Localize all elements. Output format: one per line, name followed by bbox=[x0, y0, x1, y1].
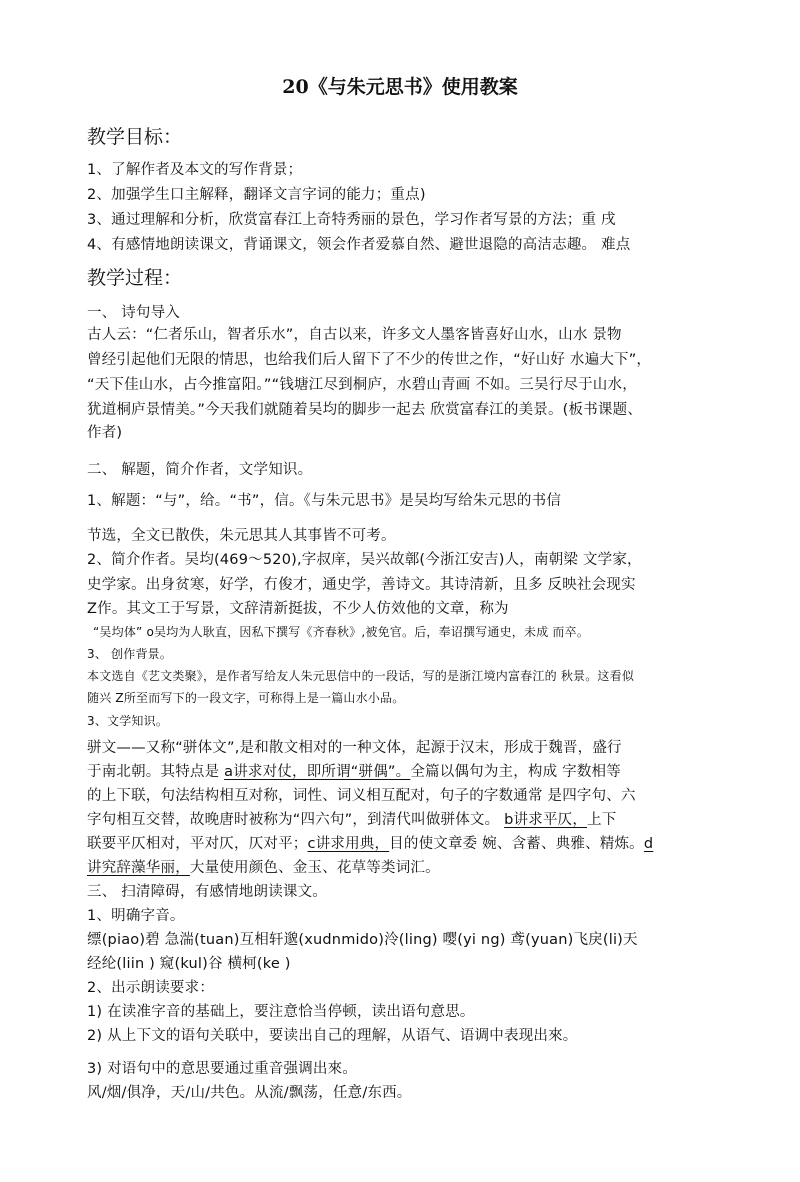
goal-3: 3、通过理解和分析，欣赏富春江上奇特秀丽的景色，学习作者写景的方法；重 戌 bbox=[87, 212, 616, 228]
paragraph-line: 曾经引起他们无限的情思，也给我们后人留下了不少的传世之作，“好山好 水遍大下”， bbox=[87, 352, 652, 368]
underlined-text: b讲求平仄， bbox=[504, 812, 588, 828]
underlined-text: d bbox=[643, 836, 654, 852]
paragraph-line: 节选，全文已散佚，朱元思其人其事皆不可考。 bbox=[87, 528, 396, 544]
paragraph-line: 2、简介作者。吴均(469～520),字叔庠，吴兴故鄣(今浙江安吉)人，南朝梁 文学家， bbox=[87, 552, 642, 568]
goal-4: 4、有感情地朗读课文，背诵课文，领会作者爱慕自然、避世退隐的高洁志趣。 难点 bbox=[87, 237, 631, 253]
text-run: 于南北朝。其特点是 bbox=[87, 764, 225, 780]
paragraph-line: 3、 创作背景。 bbox=[87, 647, 173, 661]
underlined-text: 讲究辞藻华丽， bbox=[87, 860, 190, 876]
paragraph-line: 随兴 Z所至而写下的一段文字，可称得上是一篇山水小品。 bbox=[87, 691, 405, 705]
text-run: 目的使文章委 婉、含蓄、典雅、精炼。 bbox=[389, 836, 644, 852]
goal-2: 2、加强学生口主解释，翻译文言字词的能力；重点) bbox=[87, 187, 426, 203]
paragraph-line: 3、文学知识。 bbox=[87, 714, 169, 728]
heading-teaching-goals: 教学目标： bbox=[87, 126, 183, 148]
paragraph-line bbox=[87, 808, 737, 829]
pronunciation-line: 经纶(liin ) 窥(kul)谷 横柯(ke ) bbox=[87, 956, 291, 972]
text-run: 大量使用颜色、金玉、花草等类词汇。 bbox=[189, 860, 440, 876]
paragraph-line: 1) 在读准字音的基础上，要注意恰当停顿，读出语句意思。 bbox=[87, 1004, 475, 1020]
paragraph-line: 犹道桐庐景情美。”今天我们就随着吴均的脚步一起去 欣赏富春江的美景。(板书课题、 bbox=[87, 402, 643, 418]
paragraph-line: 风/烟/俱净，天/山/共色。从流/飘荡，任意/东西。 bbox=[87, 1085, 412, 1101]
paragraph-line bbox=[87, 856, 737, 877]
paragraph-line: 的上下联，句法结构相互对称，词性、词义相互配对，句子的字数通常 是四字句、六 bbox=[87, 788, 636, 804]
paragraph-line: Z作。其文工于写景，文辞清新挺拔，不少人仿效他的文章，称为 bbox=[87, 601, 509, 617]
underlined-text: c讲求用典， bbox=[307, 836, 390, 852]
pronunciation-line: 缥(piao)碧 急湍(tuan)互相轩邈(xudnmido)泠(ling) 嘤(yi ng) 鸢(yuan)飞戾(li)天 bbox=[87, 932, 638, 948]
paragraph-line: 1、解题：“与”，给。“书”，信。《与朱元思书》是吴均写给朱元思的书信 bbox=[87, 493, 562, 509]
paragraph-line: “吴均体” o吴均为人耿直，因私下撰写《齐春秋》,被免官。后，奉诏撰写通史，未成 而卒。 bbox=[93, 625, 590, 639]
paragraph-line: 作者) bbox=[87, 425, 123, 441]
paragraph-line: “天下佳山水，占今推富阳。”“钱塘江尽到桐庐，水碧山青画 不如。三吴行尽于山水， bbox=[87, 377, 637, 393]
section-3-heading: 三、 扫清障碍，有感情地朗读课文。 bbox=[87, 884, 328, 900]
paragraph-line bbox=[87, 760, 737, 781]
paragraph-line bbox=[87, 832, 737, 853]
document-title: 20《与朱元思书》使用教案 bbox=[282, 76, 518, 98]
underlined-text: a讲求对仗，即所谓“骈偶”。 bbox=[224, 764, 411, 780]
paragraph-line: 骈文——又称“骈体文”,是和散文相对的一种文体，起源于汉末，形成于魏晋，盛行 bbox=[87, 740, 622, 756]
paragraph-line: 1、明确字音。 bbox=[87, 908, 185, 924]
text-run: 字句相互交替，故晚唐时被称为“四六句”，到清代叫做骈体文。 bbox=[87, 812, 505, 828]
paragraph-line: 3) 对语句中的意思要通过重音强调出來。 bbox=[87, 1061, 357, 1077]
paragraph-line: 史学家。出身贫寒，好学，冇俊才，通史学，善诗文。其诗清新，且多 反映社会现实 bbox=[87, 577, 636, 593]
paragraph-line: 本文选自《艺文类聚》，是作者写给友人朱元思信中的一段话，写的是浙江境内富春江的 秋景。这看似 bbox=[87, 669, 635, 683]
section-1-heading: 一、 诗句导入 bbox=[87, 305, 181, 321]
paragraph-line: 2、出示朗读要求： bbox=[87, 980, 215, 996]
text-run: 上下 bbox=[587, 812, 617, 828]
heading-teaching-process: 教学过程： bbox=[87, 267, 183, 289]
section-2-heading: 二、 解题，简介作者，文学知识。 bbox=[87, 462, 313, 478]
text-run: 全篇以偶句为主，构成 字数相等 bbox=[410, 764, 621, 780]
goal-1: 1、了解作者及本文的写作背景； bbox=[87, 162, 303, 178]
text-run: 联要平仄相对，平对仄，仄对平； bbox=[87, 836, 308, 852]
paragraph-line: 2) 从上下文的语句关联中，要读出自己的理解，从语气、语调中表现出來。 bbox=[87, 1028, 578, 1044]
paragraph-line: 古人云：“仁者乐山，智者乐水”，自古以来，许多文人墨客皆喜好山水，山水 景物 bbox=[87, 327, 622, 343]
